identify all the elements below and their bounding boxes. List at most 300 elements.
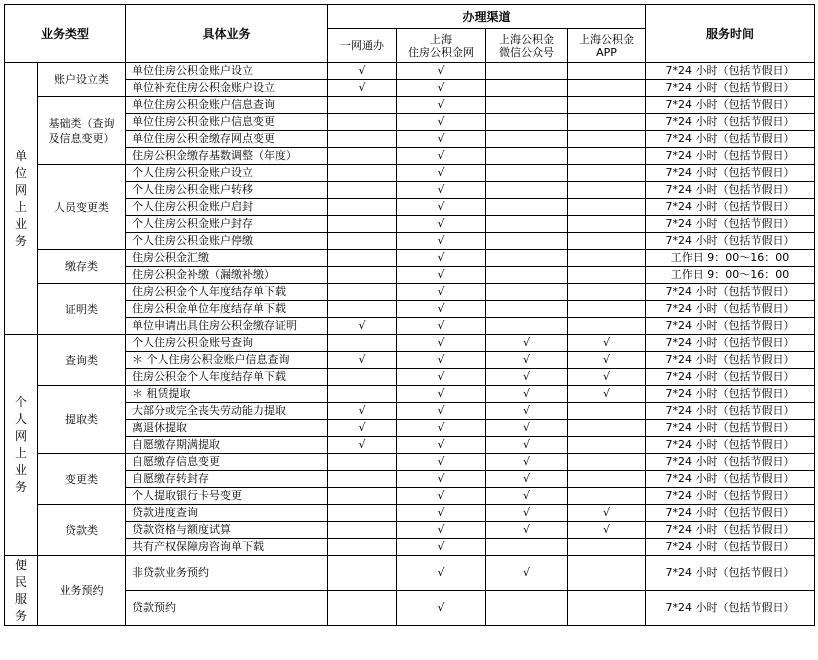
subgroup-name: 基础类（查询及信息变更）: [38, 97, 126, 165]
channel-check-cell: [486, 233, 568, 250]
check-icon: √: [523, 438, 531, 451]
check-icon: √: [437, 251, 445, 264]
channel-check-cell: [486, 591, 568, 626]
channel-check-cell: [568, 318, 646, 335]
check-icon: √: [437, 64, 445, 77]
service-time: 7*24 小时（包括节假日）: [646, 591, 815, 626]
check-icon: √: [437, 336, 445, 349]
channel-check-cell: [397, 114, 486, 131]
channel-check-cell: [328, 556, 397, 591]
service-time: 7*24 小时（包括节假日）: [646, 505, 815, 522]
service-time: 7*24 小时（包括节假日）: [646, 199, 815, 216]
channel-check-cell: [486, 488, 568, 505]
check-icon: √: [437, 217, 445, 230]
channel-check-cell: [568, 284, 646, 301]
channel-check-cell: [328, 267, 397, 284]
business-name: 贷款资格与额度试算: [126, 522, 328, 539]
header-channel-1: [397, 29, 486, 63]
channel-check-cell: [328, 352, 397, 369]
channel-check-cell: [486, 63, 568, 80]
channel-check-cell: [328, 522, 397, 539]
subgroup-name: 缴存类: [38, 250, 126, 284]
business-name: 单位住房公积金账户设立: [126, 63, 328, 80]
table-row: [5, 505, 815, 522]
channel-check-cell: [568, 148, 646, 165]
channel-check-cell: [328, 318, 397, 335]
check-icon: √: [603, 336, 611, 349]
check-icon: √: [358, 438, 366, 451]
channel-check-cell: [568, 131, 646, 148]
channel-check-cell: [397, 182, 486, 199]
channel-check-cell: [486, 97, 568, 114]
header-service-time: 服务时间: [646, 5, 815, 63]
table-row: [5, 216, 815, 233]
business-name: 贷款预约: [126, 591, 328, 626]
channel-check-cell: [397, 97, 486, 114]
channel-check-cell: [397, 250, 486, 267]
channel-check-cell: [568, 114, 646, 131]
check-icon: √: [437, 472, 445, 485]
group-name: [5, 63, 38, 335]
channel-check-cell: [486, 454, 568, 471]
table-row: [5, 522, 815, 539]
service-time: 7*24 小时（包括节假日）: [646, 369, 815, 386]
channel-check-cell: [568, 591, 646, 626]
service-time: 工作日 9：00～16：00: [646, 267, 815, 284]
channel-check-cell: [486, 369, 568, 386]
channel-check-cell: [328, 80, 397, 97]
business-name: 个人住房公积金账号查询: [126, 335, 328, 352]
channel-check-cell: [328, 199, 397, 216]
check-icon: √: [437, 166, 445, 179]
table-row: [5, 591, 815, 626]
business-name: 住房公积金汇缴: [126, 250, 328, 267]
header-channel-3: [568, 29, 646, 63]
channel-check-cell: [568, 250, 646, 267]
service-time: 7*24 小时（包括节假日）: [646, 80, 815, 97]
table-row: [5, 471, 815, 488]
table-row: [5, 301, 815, 318]
check-icon: √: [523, 523, 531, 536]
check-icon: √: [437, 566, 445, 579]
channel-check-cell: [486, 522, 568, 539]
channel-label: 上海公积金 APP: [579, 32, 635, 59]
check-icon: √: [437, 387, 445, 400]
table-row: [5, 131, 815, 148]
channel-check-cell: [486, 539, 568, 556]
table-row: [5, 267, 815, 284]
check-icon: √: [523, 370, 531, 383]
channel-check-cell: [397, 284, 486, 301]
channel-check-cell: [397, 522, 486, 539]
table-row: [5, 233, 815, 250]
check-icon: √: [358, 353, 366, 366]
check-icon: √: [437, 234, 445, 247]
channel-check-cell: [486, 556, 568, 591]
channel-check-cell: [397, 335, 486, 352]
channel-check-cell: [328, 284, 397, 301]
table-row: [5, 488, 815, 505]
table-row: [5, 420, 815, 437]
channel-check-cell: [397, 267, 486, 284]
table-row: [5, 403, 815, 420]
check-icon: √: [358, 404, 366, 417]
channel-check-cell: [397, 148, 486, 165]
channel-check-cell: [568, 420, 646, 437]
channel-check-cell: [486, 420, 568, 437]
table-row: [5, 97, 815, 114]
business-name: ＊ 租赁提取: [126, 386, 328, 403]
business-name: 贷款进度查询: [126, 505, 328, 522]
business-name: 个人住房公积金账户设立: [126, 165, 328, 182]
subgroup-name: 变更类: [38, 454, 126, 505]
service-time: 工作日 9：00～16：00: [646, 250, 815, 267]
channel-label: 上海公积金 微信公众号: [499, 32, 555, 59]
channel-check-cell: [568, 437, 646, 454]
channel-check-cell: [568, 97, 646, 114]
channel-check-cell: [486, 284, 568, 301]
business-name: 单位住房公积金账户信息查询: [126, 97, 328, 114]
channel-check-cell: [486, 335, 568, 352]
channel-check-cell: [486, 250, 568, 267]
channel-check-cell: [397, 352, 486, 369]
channel-check-cell: [328, 335, 397, 352]
header-channel-2: [486, 29, 568, 63]
channel-check-cell: [568, 216, 646, 233]
channel-check-cell: [486, 301, 568, 318]
channel-check-cell: [568, 505, 646, 522]
service-time: 7*24 小时（包括节假日）: [646, 403, 815, 420]
check-icon: √: [603, 387, 611, 400]
check-icon: √: [603, 370, 611, 383]
channel-check-cell: [397, 301, 486, 318]
channel-check-cell: [328, 403, 397, 420]
channel-check-cell: [328, 488, 397, 505]
business-name: 住房公积金缴存基数调整（年度）: [126, 148, 328, 165]
group-name: [5, 335, 38, 556]
service-time: 7*24 小时（包括节假日）: [646, 539, 815, 556]
check-icon: √: [523, 404, 531, 417]
channel-check-cell: [328, 182, 397, 199]
channel-check-cell: [328, 471, 397, 488]
channel-check-cell: [486, 267, 568, 284]
channel-label: 上海 住房公积金网: [408, 32, 475, 59]
channel-check-cell: [328, 148, 397, 165]
check-icon: √: [603, 506, 611, 519]
channel-check-cell: [328, 216, 397, 233]
check-icon: √: [358, 421, 366, 434]
channel-check-cell: [397, 488, 486, 505]
header-business: 具体业务: [126, 5, 328, 63]
channel-check-cell: [568, 471, 646, 488]
service-time: 7*24 小时（包括节假日）: [646, 114, 815, 131]
channel-check-cell: [328, 63, 397, 80]
channel-check-cell: [486, 471, 568, 488]
channel-check-cell: [486, 182, 568, 199]
channel-check-cell: [328, 165, 397, 182]
channel-check-cell: [486, 352, 568, 369]
channel-check-cell: [486, 80, 568, 97]
channel-check-cell: [486, 165, 568, 182]
table-row: [5, 335, 815, 352]
channel-check-cell: [397, 386, 486, 403]
service-time: 7*24 小时（包括节假日）: [646, 182, 815, 199]
channel-check-cell: [397, 539, 486, 556]
business-name: ＊ 个人住房公积金账户信息查询: [126, 352, 328, 369]
check-icon: √: [437, 489, 445, 502]
check-icon: √: [437, 319, 445, 332]
channel-check-cell: [397, 591, 486, 626]
channel-check-cell: [486, 505, 568, 522]
check-icon: √: [437, 353, 445, 366]
channel-check-cell: [568, 80, 646, 97]
business-name: 个人住房公积金账户封存: [126, 216, 328, 233]
channel-check-cell: [397, 199, 486, 216]
channel-check-cell: [568, 165, 646, 182]
check-icon: √: [437, 601, 445, 614]
channel-check-cell: [568, 352, 646, 369]
table-row: [5, 318, 815, 335]
header-channel-0: [328, 29, 397, 63]
service-time: 7*24 小时（包括节假日）: [646, 386, 815, 403]
table-row: [5, 80, 815, 97]
channel-check-cell: [397, 437, 486, 454]
table-row: [5, 199, 815, 216]
business-name: 自愿缴存转封存: [126, 471, 328, 488]
check-icon: √: [358, 64, 366, 77]
check-icon: √: [437, 115, 445, 128]
business-name: 住房公积金个人年度结存单下载: [126, 284, 328, 301]
table-row: [5, 454, 815, 471]
check-icon: √: [437, 149, 445, 162]
business-name: 个人住房公积金账户停缴: [126, 233, 328, 250]
service-time: 7*24 小时（包括节假日）: [646, 301, 815, 318]
business-name: 单位申请出具住房公积金缴存证明: [126, 318, 328, 335]
table-row: [5, 437, 815, 454]
check-icon: √: [523, 455, 531, 468]
channel-check-cell: [397, 63, 486, 80]
channel-check-cell: [568, 301, 646, 318]
channel-check-cell: [328, 250, 397, 267]
business-name: 个人提取银行卡号变更: [126, 488, 328, 505]
table-row: [5, 165, 815, 182]
header-type: 业务类型: [5, 5, 126, 63]
channel-check-cell: [568, 454, 646, 471]
service-time: 7*24 小时（包括节假日）: [646, 318, 815, 335]
business-name: 单位补充住房公积金账户设立: [126, 80, 328, 97]
service-time: 7*24 小时（包括节假日）: [646, 556, 815, 591]
channel-check-cell: [328, 539, 397, 556]
service-time: 7*24 小时（包括节假日）: [646, 165, 815, 182]
check-icon: √: [437, 404, 445, 417]
channel-check-cell: [397, 233, 486, 250]
check-icon: √: [437, 540, 445, 553]
table-row: [5, 386, 815, 403]
channel-check-cell: [568, 369, 646, 386]
table-row: [5, 148, 815, 165]
table-row: [5, 114, 815, 131]
business-name: 单位住房公积金缴存网点变更: [126, 131, 328, 148]
subgroup-name: 人员变更类: [38, 165, 126, 250]
check-icon: √: [523, 506, 531, 519]
table-row: [5, 284, 815, 301]
subgroup-name: 业务预约: [38, 556, 126, 626]
channel-check-cell: [328, 369, 397, 386]
group-label: 个人网上业务: [14, 395, 27, 494]
business-name: 个人住房公积金账户转移: [126, 182, 328, 199]
channel-check-cell: [568, 199, 646, 216]
channel-check-cell: [568, 182, 646, 199]
channel-check-cell: [397, 216, 486, 233]
table-row: [5, 556, 815, 591]
check-icon: √: [523, 421, 531, 434]
channel-check-cell: [397, 131, 486, 148]
subgroup-name: 贷款类: [38, 505, 126, 556]
channel-check-cell: [568, 522, 646, 539]
check-icon: √: [437, 268, 445, 281]
channel-check-cell: [568, 63, 646, 80]
group-name: [5, 556, 38, 626]
business-name: 个人住房公积金账户启封: [126, 199, 328, 216]
channel-check-cell: [397, 420, 486, 437]
group-label: 单位网上业务: [14, 148, 27, 248]
channel-check-cell: [328, 454, 397, 471]
check-icon: √: [437, 421, 445, 434]
subgroup-name: 账户设立类: [38, 63, 126, 97]
table-body: [5, 63, 815, 626]
channel-check-cell: [397, 505, 486, 522]
check-icon: √: [523, 489, 531, 502]
channel-check-cell: [328, 97, 397, 114]
service-time: 7*24 小时（包括节假日）: [646, 420, 815, 437]
check-icon: √: [437, 183, 445, 196]
check-icon: √: [437, 285, 445, 298]
channel-check-cell: [568, 488, 646, 505]
subgroup-name: 证明类: [38, 284, 126, 335]
check-icon: √: [523, 566, 531, 579]
channel-check-cell: [486, 403, 568, 420]
service-time: 7*24 小时（包括节假日）: [646, 63, 815, 80]
service-time: 7*24 小时（包括节假日）: [646, 335, 815, 352]
channel-check-cell: [397, 403, 486, 420]
channel-check-cell: [486, 386, 568, 403]
check-icon: √: [437, 455, 445, 468]
service-channel-table: [4, 4, 815, 626]
group-label: 便民服务: [14, 557, 27, 623]
service-time: 7*24 小时（包括节假日）: [646, 454, 815, 471]
channel-check-cell: [328, 233, 397, 250]
channel-check-cell: [328, 301, 397, 318]
channel-check-cell: [568, 233, 646, 250]
channel-label: 一网通办: [340, 39, 385, 52]
channel-check-cell: [486, 199, 568, 216]
check-icon: √: [603, 523, 611, 536]
check-icon: √: [437, 302, 445, 315]
check-icon: √: [437, 370, 445, 383]
channel-check-cell: [328, 420, 397, 437]
service-time: 7*24 小时（包括节假日）: [646, 131, 815, 148]
service-time: 7*24 小时（包括节假日）: [646, 284, 815, 301]
business-name: 住房公积金个人年度结存单下载: [126, 369, 328, 386]
business-name: 非贷款业务预约: [126, 556, 328, 591]
check-icon: √: [523, 387, 531, 400]
channel-check-cell: [486, 148, 568, 165]
channel-check-cell: [328, 505, 397, 522]
channel-check-cell: [397, 471, 486, 488]
channel-check-cell: [486, 318, 568, 335]
channel-check-cell: [328, 131, 397, 148]
check-icon: √: [437, 81, 445, 94]
channel-check-cell: [397, 556, 486, 591]
subgroup-name: 查询类: [38, 335, 126, 386]
channel-check-cell: [568, 539, 646, 556]
check-icon: √: [603, 353, 611, 366]
channel-check-cell: [328, 386, 397, 403]
check-icon: √: [523, 336, 531, 349]
channel-check-cell: [568, 335, 646, 352]
check-icon: √: [437, 98, 445, 111]
business-name: 离退休提取: [126, 420, 328, 437]
business-name: 自愿缴存期满提取: [126, 437, 328, 454]
business-name: 住房公积金补缴（漏缴补缴）: [126, 267, 328, 284]
service-time: 7*24 小时（包括节假日）: [646, 233, 815, 250]
business-name: 住房公积金单位年度结存单下载: [126, 301, 328, 318]
channel-check-cell: [397, 454, 486, 471]
service-time: 7*24 小时（包括节假日）: [646, 471, 815, 488]
subgroup-name: 提取类: [38, 386, 126, 454]
check-icon: √: [358, 81, 366, 94]
channel-check-cell: [397, 318, 486, 335]
channel-check-cell: [328, 437, 397, 454]
service-time: 7*24 小时（包括节假日）: [646, 352, 815, 369]
table-row: [5, 250, 815, 267]
check-icon: √: [358, 319, 366, 332]
channel-check-cell: [568, 556, 646, 591]
channel-check-cell: [568, 267, 646, 284]
business-name: 大部分或完全丧失劳动能力提取: [126, 403, 328, 420]
table-row: [5, 63, 815, 80]
table-row: [5, 182, 815, 199]
header-channel-group: 办理渠道: [328, 5, 646, 29]
check-icon: √: [437, 200, 445, 213]
channel-check-cell: [397, 369, 486, 386]
business-name: 单位住房公积金账户信息变更: [126, 114, 328, 131]
business-name: 自愿缴存信息变更: [126, 454, 328, 471]
check-icon: √: [437, 506, 445, 519]
channel-check-cell: [328, 114, 397, 131]
channel-check-cell: [397, 80, 486, 97]
service-time: 7*24 小时（包括节假日）: [646, 148, 815, 165]
channel-check-cell: [486, 216, 568, 233]
check-icon: √: [523, 472, 531, 485]
check-icon: √: [523, 353, 531, 366]
service-time: 7*24 小时（包括节假日）: [646, 437, 815, 454]
channel-check-cell: [328, 591, 397, 626]
channel-check-cell: [486, 114, 568, 131]
table-row: [5, 539, 815, 556]
table-row: [5, 369, 815, 386]
check-icon: √: [437, 132, 445, 145]
service-time: 7*24 小时（包括节假日）: [646, 488, 815, 505]
channel-check-cell: [486, 437, 568, 454]
channel-check-cell: [568, 386, 646, 403]
channel-check-cell: [397, 165, 486, 182]
check-icon: √: [437, 438, 445, 451]
channel-check-cell: [568, 403, 646, 420]
service-time: 7*24 小时（包括节假日）: [646, 522, 815, 539]
channel-check-cell: [486, 131, 568, 148]
service-time: 7*24 小时（包括节假日）: [646, 97, 815, 114]
